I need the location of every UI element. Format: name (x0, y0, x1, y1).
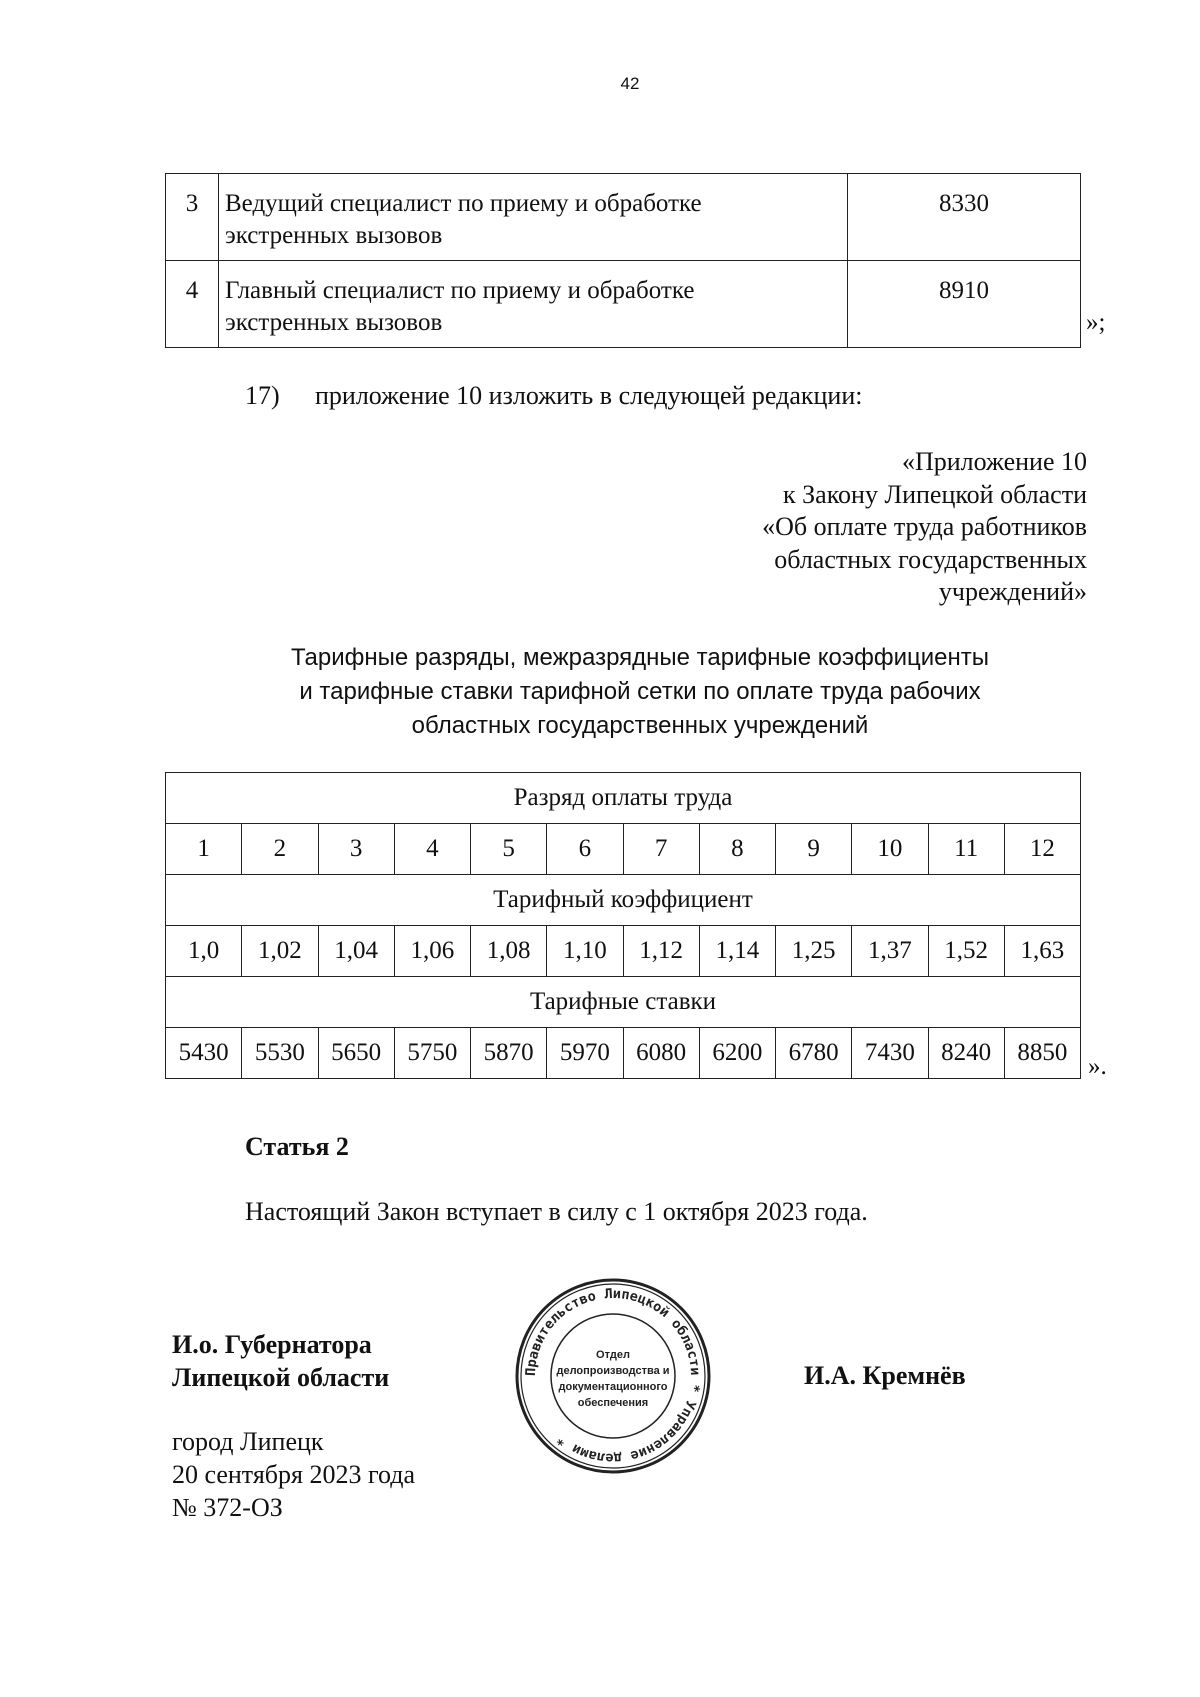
official-seal (513, 1276, 713, 1476)
rate-cell: 5750 (394, 1028, 470, 1079)
table2-closing-quote: ». (1088, 1053, 1107, 1080)
rates-header: Тарифные ставки (166, 977, 1081, 1028)
tariff-table (165, 772, 1081, 1079)
coefficients-row (166, 926, 1081, 977)
rate-cell: 6780 (776, 1028, 852, 1079)
positions-table (165, 173, 1081, 348)
coefficient-cell: 1,04 (318, 926, 394, 977)
table1-closing-quote: »; (1086, 309, 1106, 336)
position-name: Главный специалист по приему и обработке экстренных вызовов (219, 261, 848, 348)
rank-cell: 10 (852, 824, 928, 875)
coefficient-cell: 1,06 (394, 926, 470, 977)
rate-cell: 5430 (166, 1028, 242, 1079)
heading-line: Тарифные разряды, межразрядные тарифные коэффициенты (290, 644, 990, 671)
ranks-row (166, 824, 1081, 875)
coefficient-header: Тарифный коэффициент (166, 875, 1081, 926)
coefficient-cell: 1,37 (852, 926, 928, 977)
footer-number: № 372-ОЗ (172, 1493, 283, 1522)
coefficient-cell: 1,0 (166, 926, 242, 977)
rate-cell: 5530 (242, 1028, 318, 1079)
rank-cell: 5 (471, 824, 547, 875)
rate-cell: 5650 (318, 1028, 394, 1079)
rank-cell: 2 (242, 824, 318, 875)
coefficient-cell: 1,02 (242, 926, 318, 977)
seal-ring-text: Правительство Липецкой области * Управление делами * (522, 1285, 704, 1467)
rank-header: Разряд оплаты труда (166, 773, 1081, 824)
rate-cell: 8850 (1004, 1028, 1080, 1079)
signatory-title-line: И.о. Губернатора (172, 1330, 372, 1359)
item-number: 17) (245, 381, 280, 410)
seal-center-line: обеспечения (577, 1397, 649, 1409)
signatory-name: И.А. Кремнёв (804, 1361, 966, 1390)
signatory-title-line: Липецкой области (172, 1363, 390, 1392)
article-title: Статья 2 (245, 1132, 349, 1161)
rank-cell: 12 (1004, 824, 1080, 875)
rank-cell: 8 (699, 824, 775, 875)
seal-center-line: Отдел (596, 1349, 630, 1361)
rates-row (166, 1028, 1081, 1079)
appendix-line: «Об оплате труда работников (762, 512, 1087, 541)
seal-center-line: документационного (558, 1381, 668, 1393)
page-number: 42 (620, 74, 640, 93)
appendix-reference (762, 446, 1087, 609)
coefficient-cell: 1,08 (471, 926, 547, 977)
heading-line: и тарифные ставки тарифной сетки по оплате труда рабочих (299, 678, 981, 705)
item-17 (245, 381, 863, 411)
rate-cell: 6200 (699, 1028, 775, 1079)
rank-cell: 9 (776, 824, 852, 875)
rate-cell: 5870 (471, 1028, 547, 1079)
rank-cell: 1 (166, 824, 242, 875)
table-row (166, 261, 1081, 348)
seal-center-line: делопроизводства и (556, 1365, 670, 1377)
position-value: 8330 (848, 174, 1081, 261)
row-number: 3 (166, 174, 219, 261)
rank-cell: 11 (928, 824, 1004, 875)
coefficient-cell: 1,25 (776, 926, 852, 977)
row-number: 4 (166, 261, 219, 348)
footer-date: 20 сентября 2023 года (172, 1460, 416, 1489)
coefficient-cell: 1,14 (699, 926, 775, 977)
heading-line: областных государственных учреждений (411, 712, 869, 739)
rate-cell: 5970 (547, 1028, 623, 1079)
document-footer (172, 1425, 415, 1524)
item-text: приложение 10 изложить в следующей редакции: (315, 381, 863, 410)
appendix-line: к Закону Липецкой области (783, 479, 1087, 509)
position-name: Ведущий специалист по приему и обработке экстренных вызовов (219, 174, 848, 261)
rate-cell: 6080 (623, 1028, 699, 1079)
table-row (166, 174, 1081, 261)
rank-cell: 4 (394, 824, 470, 875)
coefficient-cell: 1,10 (547, 926, 623, 977)
coefficient-cell: 1,52 (928, 926, 1004, 977)
signatory-title (172, 1328, 389, 1394)
rank-cell: 3 (318, 824, 394, 875)
appendix-line: областных государственных (774, 544, 1087, 574)
rank-cell: 7 (623, 824, 699, 875)
appendix-line: учреждений» (938, 577, 1087, 606)
coefficient-cell: 1,12 (623, 926, 699, 977)
rate-cell: 8240 (928, 1028, 1004, 1079)
coefficient-cell: 1,63 (1004, 926, 1080, 977)
rank-cell: 6 (547, 824, 623, 875)
position-value: 8910 (848, 261, 1081, 348)
article-text: Настоящий Закон вступает в силу с 1 октября 2023 года. (245, 1197, 868, 1226)
rate-cell: 7430 (852, 1028, 928, 1079)
table-heading (220, 641, 1060, 743)
footer-city: город Липецк (172, 1427, 324, 1456)
appendix-line: «Приложение 10 (901, 447, 1087, 476)
